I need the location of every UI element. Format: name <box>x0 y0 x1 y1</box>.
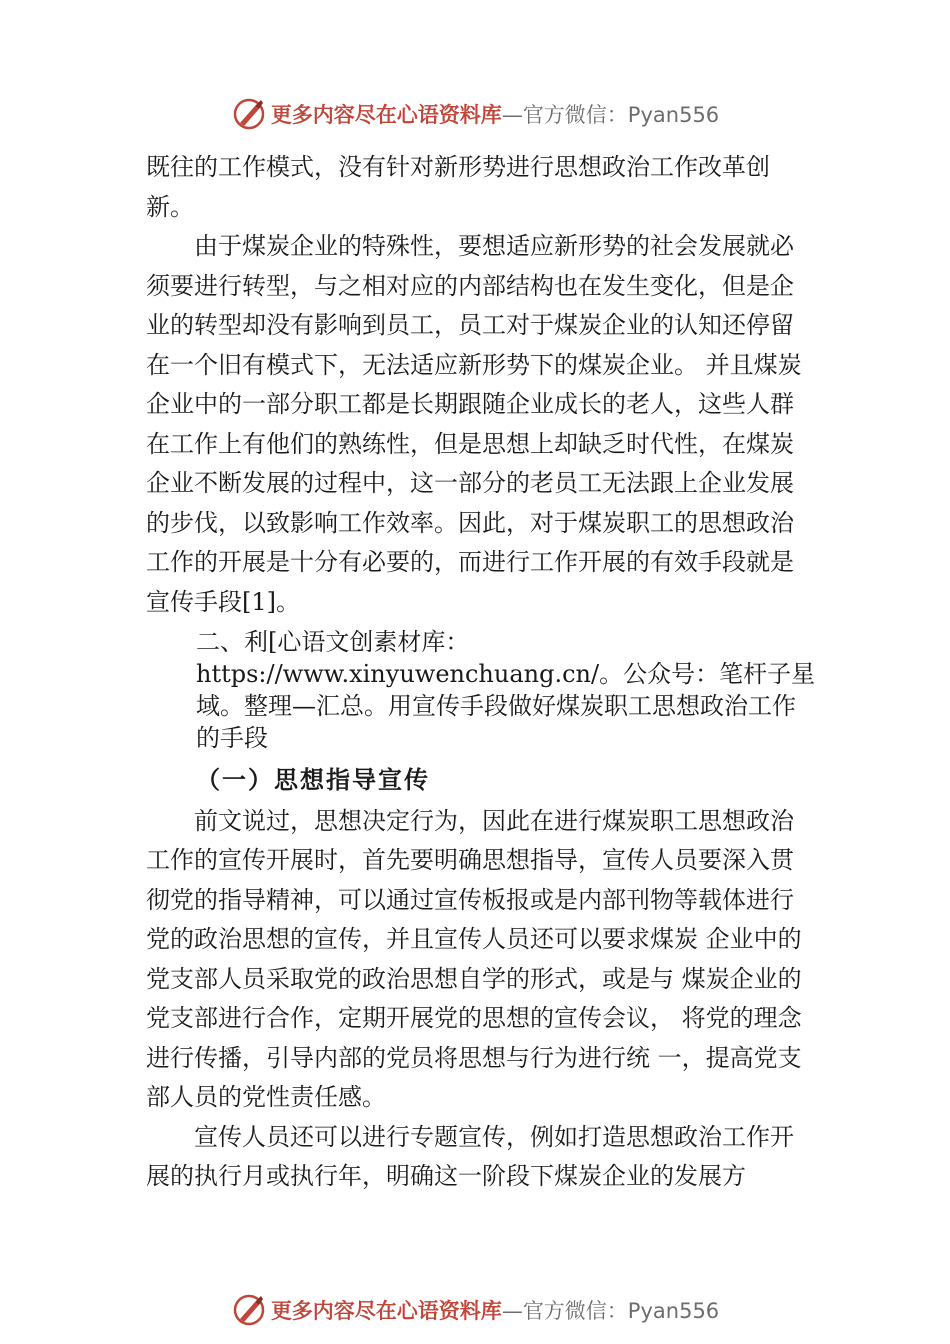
header-banner <box>0 94 950 134</box>
document-body <box>146 148 816 1197</box>
pen-logo-icon <box>231 96 267 132</box>
paragraph: 宣传人员还可以进行专题宣传，例如打造思想政治工作开展的执行月或执行年，明确这一阶段下煤炭企业的发展方 <box>146 1122 794 1190</box>
pen-logo-icon <box>231 1292 267 1328</box>
banner-red-text: 更多内容尽在心语资料库 <box>270 102 502 127</box>
subsection-heading: （一）思想指导宣传 <box>196 765 430 794</box>
section-heading: 二、利[心语文创素材库：https://www.xinyuwenchuang.cn/。公众号：笔杆子星域。整理—汇总。用宣传手段做好煤炭职工思想政治工作的手段 <box>196 628 816 752</box>
banner-gray-text: —官方微信：Pyan556 <box>501 103 720 127</box>
footer-banner <box>0 1290 950 1330</box>
banner-red-text: 更多内容尽在心语资料库 <box>270 1298 502 1323</box>
paragraph: 前文说过，思想决定行为，因此在进行煤炭职工思想政治工作的宣传开展时，首先要明确思想指导，宣传人员要深入贯彻党的指导精神，可以通过宣传板报或是内部刊物等载体进行党的政治思想的宣传，并且宣传人员还可以要求煤炭 企业中的党支部人员采取党的政治思想自学的形式，或是与 煤炭企业的党支部进行合作，定期开展党的思想的宣传会议， 将党的理念进行传播，引导内部的党员将思想与行为进行统 一，提高党支部人员的党性责任感。 <box>146 806 802 1111</box>
paragraph-continued: 既往的工作模式，没有针对新形势进行思想政治工作改革创新。 <box>146 153 770 221</box>
paragraph: 由于煤炭企业的特殊性，要想适应新形势的社会发展就必须要进行转型，与之相对应的内部结构也在发生变化，但是企业的转型却没有影响到员工，员工对于煤炭企业的认知还停留在一个旧有模式下，无法适应新形势下的煤炭企业。 并且煤炭企业中的一部分职工都是长期跟随企业成长的老人，这些人群在工作上有他们的熟练性，但是思想上却缺乏时代性，在煤炭企业不断发展的过程中，这一部分的老员工无法跟上企业发展的步伐，以致影响工作效率。因此，对于煤炭职工的思想政治工作的开展是十分有必要的，而进行工作开展的有效手段就是宣传手段[1]。 <box>146 232 802 616</box>
banner-gray-text: —官方微信：Pyan556 <box>501 1299 720 1323</box>
